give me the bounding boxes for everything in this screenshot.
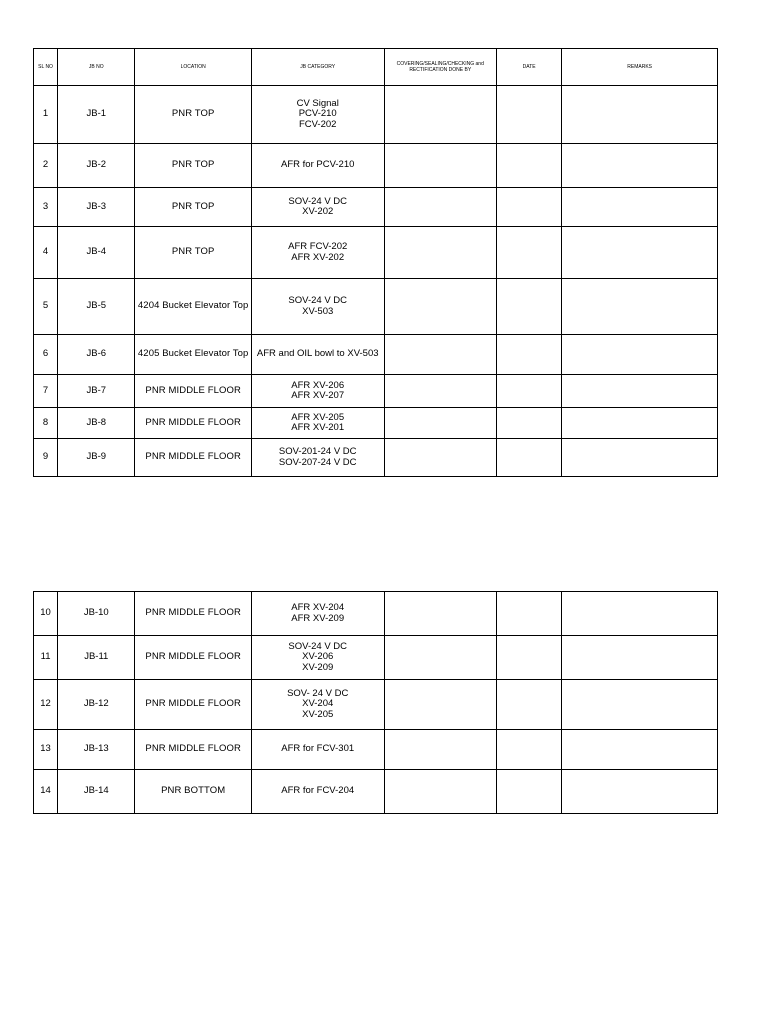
category-line: AFR XV-204 — [291, 602, 345, 613]
cell-location: PNR TOP — [135, 188, 252, 227]
header-location: LOCATION — [135, 49, 252, 86]
jb-table-2 — [33, 591, 718, 814]
cell-remarks — [562, 439, 718, 477]
cell-sl-no: 9 — [34, 439, 58, 477]
category-line: AFR and OIL bowl to XV-503 — [256, 348, 379, 360]
category-line: XV-206 — [302, 651, 334, 663]
cell-location: 4205 Bucket Elevator Top — [135, 335, 252, 375]
cell-jb-category — [251, 408, 384, 439]
cell-jb-category — [251, 592, 384, 636]
cell-covering — [384, 408, 496, 439]
cell-jb-category — [251, 636, 384, 680]
category-line: FCV-202 — [298, 118, 337, 130]
cell-jb-category — [251, 335, 384, 375]
cell-jb-category — [251, 188, 384, 227]
cell-location: PNR TOP — [135, 227, 252, 279]
cell-sl-no: 5 — [34, 279, 58, 335]
cell-location: PNR TOP — [135, 144, 252, 188]
table-2-body — [34, 592, 718, 814]
cell-sl-no: 10 — [34, 592, 58, 636]
cell-remarks — [562, 188, 718, 227]
cell-remarks — [562, 408, 718, 439]
table-row — [34, 636, 718, 680]
cell-covering — [384, 144, 496, 188]
cell-sl-no: 8 — [34, 408, 58, 439]
cell-remarks — [562, 227, 718, 279]
cell-sl-no: 4 — [34, 227, 58, 279]
cell-date — [496, 375, 561, 408]
category-line: AFR for PCV-210 — [281, 159, 355, 171]
header-covering — [384, 49, 496, 86]
header-covering-line-2: RECTIFICATION DONE BY — [409, 67, 472, 73]
category-line: AFR XV-207 — [291, 390, 345, 401]
cell-sl-no: 2 — [34, 144, 58, 188]
table-row — [34, 770, 718, 814]
cell-sl-no: 13 — [34, 730, 58, 770]
cell-remarks — [562, 770, 718, 814]
header-jb-no: JB NO — [58, 49, 135, 86]
category-line: AFR XV-206 — [291, 379, 345, 391]
header-row — [34, 49, 718, 86]
category-line: CV Signal — [296, 97, 339, 109]
table-row — [34, 375, 718, 408]
cell-location: PNR BOTTOM — [135, 770, 252, 814]
cell-covering — [384, 636, 496, 680]
category-line: XV-503 — [302, 305, 334, 317]
cell-remarks — [562, 375, 718, 408]
cell-location: PNR MIDDLE FLOOR — [135, 730, 252, 770]
category-line: XV-202 — [302, 206, 334, 217]
table-row — [34, 227, 718, 279]
cell-location: PNR MIDDLE FLOOR — [135, 408, 252, 439]
cell-sl-no: 12 — [34, 680, 58, 730]
cell-date — [496, 730, 561, 770]
cell-jb-category — [251, 770, 384, 814]
cell-remarks — [562, 592, 718, 636]
category-line: SOV-24 V DC — [288, 640, 348, 652]
category-line: XV-204 — [302, 698, 334, 710]
category-line: AFR XV-201 — [291, 422, 345, 433]
cell-location: 4204 Bucket Elevator Top — [135, 279, 252, 335]
cell-sl-no: 7 — [34, 375, 58, 408]
header-remarks: REMARKS — [562, 49, 718, 86]
category-line: PCV-210 — [298, 108, 337, 120]
cell-date — [496, 279, 561, 335]
table-row — [34, 680, 718, 730]
header-jb-category: JB CATEGORY — [251, 49, 384, 86]
cell-sl-no: 14 — [34, 770, 58, 814]
header-covering-line-1: COVERING/SEALING/CHECKING and — [396, 61, 484, 67]
category-line: AFR for FCV-204 — [281, 785, 355, 797]
cell-remarks — [562, 335, 718, 375]
cell-covering — [384, 227, 496, 279]
cell-sl-no: 1 — [34, 86, 58, 144]
cell-jb-no: JB-5 — [58, 279, 135, 335]
category-line: AFR XV-205 — [291, 411, 345, 423]
cell-jb-no: JB-3 — [58, 188, 135, 227]
cell-jb-no: JB-10 — [58, 592, 135, 636]
cell-jb-no: JB-6 — [58, 335, 135, 375]
cell-jb-no: JB-4 — [58, 227, 135, 279]
cell-date — [496, 592, 561, 636]
table-row — [34, 144, 718, 188]
category-line: SOV- 24 V DC — [287, 687, 349, 699]
category-line: SOV-24 V DC — [288, 295, 348, 306]
cell-jb-category — [251, 144, 384, 188]
jb-table-1 — [33, 48, 718, 477]
category-line: AFR for FCV-301 — [281, 743, 355, 755]
category-line: SOV-201-24 V DC — [278, 446, 357, 457]
cell-covering — [384, 770, 496, 814]
table-row — [34, 439, 718, 477]
cell-sl-no: 6 — [34, 335, 58, 375]
table-row — [34, 188, 718, 227]
cell-date — [496, 770, 561, 814]
category-line: AFR XV-202 — [291, 251, 345, 263]
header-date: DATE — [496, 49, 561, 86]
cell-date — [496, 335, 561, 375]
cell-remarks — [562, 144, 718, 188]
cell-location: PNR MIDDLE FLOOR — [135, 636, 252, 680]
cell-covering — [384, 730, 496, 770]
table-row — [34, 408, 718, 439]
cell-jb-category — [251, 279, 384, 335]
category-line: SOV-24 V DC — [288, 195, 348, 207]
cell-sl-no: 3 — [34, 188, 58, 227]
cell-date — [496, 144, 561, 188]
table-1-body — [34, 86, 718, 477]
cell-location: PNR MIDDLE FLOOR — [135, 680, 252, 730]
cell-jb-no: JB-14 — [58, 770, 135, 814]
cell-covering — [384, 439, 496, 477]
cell-location: PNR MIDDLE FLOOR — [135, 439, 252, 477]
cell-sl-no: 11 — [34, 636, 58, 680]
cell-location: PNR MIDDLE FLOOR — [135, 375, 252, 408]
cell-jb-category — [251, 227, 384, 279]
category-line: AFR FCV-202 — [288, 241, 348, 252]
cell-remarks — [562, 680, 718, 730]
category-line: XV-209 — [302, 661, 334, 673]
cell-jb-category — [251, 439, 384, 477]
table-row — [34, 335, 718, 375]
category-line: SOV-207-24 V DC — [278, 456, 357, 468]
cell-remarks — [562, 86, 718, 144]
cell-remarks — [562, 730, 718, 770]
cell-jb-no: JB-9 — [58, 439, 135, 477]
cell-covering — [384, 375, 496, 408]
cell-covering — [384, 335, 496, 375]
cell-date — [496, 680, 561, 730]
table-row — [34, 592, 718, 636]
cell-date — [496, 188, 561, 227]
cell-covering — [384, 592, 496, 636]
table-row — [34, 279, 718, 335]
cell-jb-category — [251, 375, 384, 408]
cell-jb-no: JB-8 — [58, 408, 135, 439]
cell-date — [496, 636, 561, 680]
header-sl-no: SL NO — [34, 49, 58, 86]
cell-date — [496, 86, 561, 144]
cell-location: PNR TOP — [135, 86, 252, 144]
table-row — [34, 86, 718, 144]
cell-jb-no: JB-7 — [58, 375, 135, 408]
cell-covering — [384, 188, 496, 227]
cell-covering — [384, 680, 496, 730]
cell-jb-no: JB-2 — [58, 144, 135, 188]
cell-jb-category — [251, 730, 384, 770]
cell-covering — [384, 279, 496, 335]
cell-jb-category — [251, 680, 384, 730]
cell-location: PNR MIDDLE FLOOR — [135, 592, 252, 636]
cell-remarks — [562, 636, 718, 680]
cell-date — [496, 408, 561, 439]
table-row — [34, 730, 718, 770]
cell-jb-no: JB-1 — [58, 86, 135, 144]
cell-jb-no: JB-12 — [58, 680, 135, 730]
category-line: AFR XV-209 — [291, 612, 345, 624]
category-line: XV-205 — [302, 708, 334, 720]
cell-jb-no: JB-13 — [58, 730, 135, 770]
cell-remarks — [562, 279, 718, 335]
cell-jb-no: JB-11 — [58, 636, 135, 680]
cell-date — [496, 227, 561, 279]
cell-jb-category — [251, 86, 384, 144]
cell-covering — [384, 86, 496, 144]
cell-date — [496, 439, 561, 477]
